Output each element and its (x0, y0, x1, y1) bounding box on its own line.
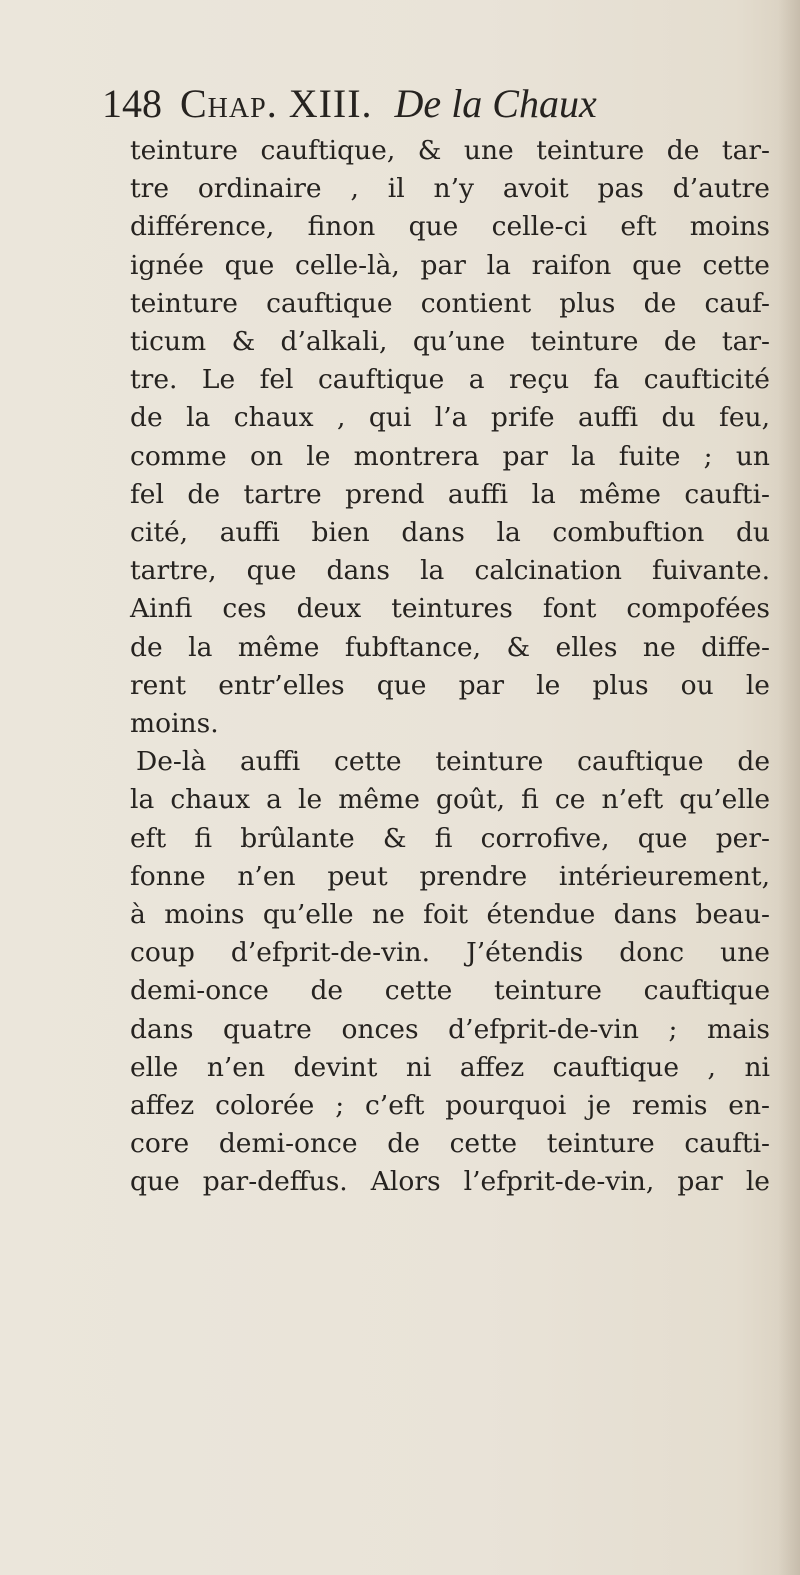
text-line: rent entr’elles que par le plus ou le (130, 669, 770, 701)
text-line: teinture cauftique contient plus de cauf- (130, 287, 770, 319)
text-line: tre ordinaire , il n’y avoit pas d’autre (130, 173, 770, 205)
text-line: Ainfi ces deux teintures font compofées (130, 593, 770, 625)
text-line: elle n’en devint ni affez cauftique , ni (130, 1051, 770, 1083)
text-line: cité, auffi bien dans la combuftion du (130, 517, 770, 549)
text-line: que par-deffus. Alors l’efprit-de-vin, par le (130, 1166, 770, 1198)
running-header (102, 80, 782, 128)
text-line: tartre, que dans la calcination fuivante. (130, 555, 770, 587)
text-line: fel de tartre prend auffi la même caufti- (130, 478, 770, 510)
text-line: ignée que celle-là, par la raifon que cette (130, 249, 770, 281)
text-line: eft fi brûlante & fi corrofive, que per- (130, 822, 770, 854)
chapter-label: Chap. XIII. (180, 81, 373, 126)
text-line: fonne n’en peut prendre intérieurement, (130, 860, 770, 892)
text-line: moins. (130, 708, 219, 740)
text-line: de la chaux , qui l’a prife auffi du feu, (130, 402, 770, 434)
text-line: dans quatre onces d’efprit-de-vin ; mais (130, 1013, 770, 1045)
text-line: différence, finon que celle-ci eft moins (130, 211, 770, 243)
text-line: ticum & d’alkali, qu’une teinture de tar- (130, 326, 770, 358)
text-line: tre. Le fel cauftique a reçu fa caufticité (130, 364, 770, 396)
body-text (130, 132, 770, 1202)
text-line: la chaux a le même goût, fi ce n’eft qu’elle (130, 784, 770, 816)
page-number: 148 (102, 81, 162, 126)
text-line: core demi-once de cette teinture caufti- (130, 1128, 770, 1160)
chapter-title: De la Chaux (394, 81, 597, 126)
text-line: de la même fubftance, & elles ne diffe- (130, 631, 770, 663)
text-line: demi-once de cette teinture cauftique (130, 975, 770, 1007)
text-line: comme on le montrera par la fuite ; un (130, 440, 770, 472)
text-line: affez colorée ; c’eft pourquoi je remis en- (130, 1090, 770, 1122)
page-edge-shadow (778, 0, 800, 1575)
text-line: teinture cauftique, & une teinture de tar- (130, 135, 770, 166)
text-line: à moins qu’elle ne foit étendue dans beau- (130, 899, 770, 931)
text-line: coup d’efprit-de-vin. J’étendis donc une (130, 937, 770, 969)
text-line: De-là auffi cette teinture cauftique de (136, 746, 770, 778)
